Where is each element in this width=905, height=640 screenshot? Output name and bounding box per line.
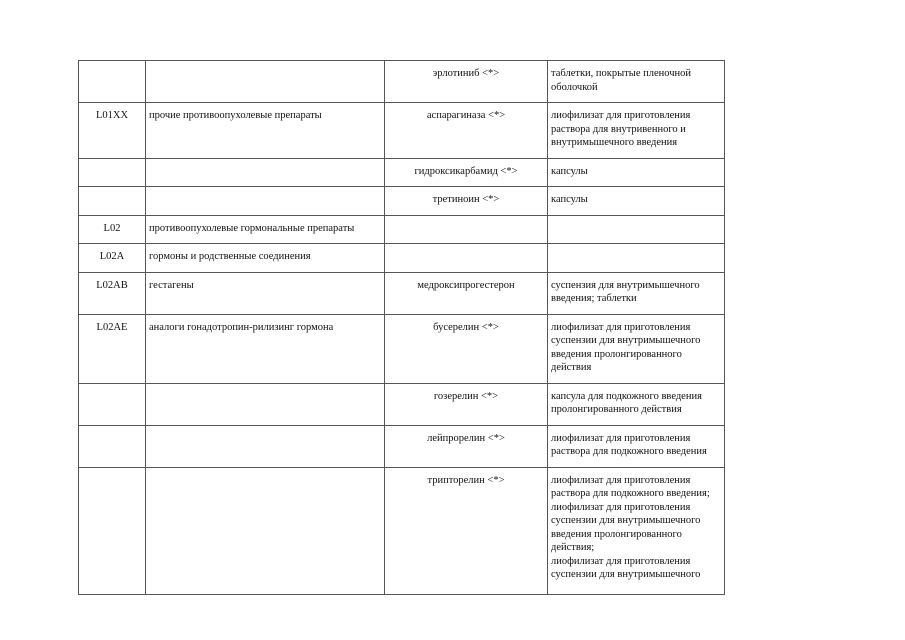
group-name-cell [146,425,385,467]
dosage-form-cell: лиофилизат для приготовления раствора для подкожного введения; лиофилизат для приготовления суспензии для внутримышечного введения пролонгированного действия; лиофилизат для приготовления суспензии для внутримышечного [548,467,725,594]
drug-name-cell: гидроксикарбамид <*> [385,158,548,187]
dosage-form-cell: лиофилизат для приготовления суспензии для внутримышечного введения пролонгированного действия [548,314,725,383]
table-row [79,244,725,273]
drug-name-cell: бусерелин <*> [385,314,548,383]
table-row [79,61,725,103]
dosage-form-cell: суспензия для внутримышечного введения; таблетки [548,272,725,314]
group-name-cell: прочие противоопухолевые препараты [146,103,385,159]
drug-name-cell: аспарагиназа <*> [385,103,548,159]
drug-name-cell: эрлотиниб <*> [385,61,548,103]
atc-code-cell: L02AB [79,272,146,314]
group-name-cell: гормоны и родственные соединения [146,244,385,273]
drug-name-cell: медроксипрогестерон [385,272,548,314]
group-name-cell [146,383,385,425]
drug-name-cell: гозерелин <*> [385,383,548,425]
dosage-form-cell: лиофилизат для приготовления раствора для внутривенного и внутримышечного введения [548,103,725,159]
atc-code-cell: L02A [79,244,146,273]
group-name-cell [146,61,385,103]
atc-code-cell: L02 [79,215,146,244]
table-body [79,61,725,595]
group-name-cell: аналоги гонадотропин-рилизинг гормона [146,314,385,383]
atc-code-cell: L01XX [79,103,146,159]
dosage-form-cell: капсула для подкожного введения пролонгированного действия [548,383,725,425]
drug-table [78,60,725,595]
drug-name-cell [385,215,548,244]
drug-name-cell: трипторелин <*> [385,467,548,594]
group-name-cell: противоопухолевые гормональные препараты [146,215,385,244]
dosage-form-cell [548,215,725,244]
table-row [79,272,725,314]
dosage-form-cell [548,244,725,273]
table-row [79,383,725,425]
table-row [79,215,725,244]
drug-name-cell: лейпрорелин <*> [385,425,548,467]
table-row [79,103,725,159]
table-row [79,187,725,216]
group-name-cell [146,187,385,216]
table-row [79,425,725,467]
group-name-cell [146,467,385,594]
group-name-cell: гестагены [146,272,385,314]
atc-code-cell [79,425,146,467]
dosage-form-cell: таблетки, покрытые пленочной оболочкой [548,61,725,103]
dosage-form-cell: капсулы [548,187,725,216]
atc-code-cell [79,467,146,594]
atc-code-cell [79,187,146,216]
group-name-cell [146,158,385,187]
dosage-form-cell: капсулы [548,158,725,187]
dosage-form-cell: лиофилизат для приготовления раствора для подкожного введения [548,425,725,467]
drug-name-cell: третиноин <*> [385,187,548,216]
atc-code-cell [79,383,146,425]
table-row [79,158,725,187]
table-row [79,314,725,383]
atc-code-cell: L02AE [79,314,146,383]
drug-name-cell [385,244,548,273]
atc-code-cell [79,61,146,103]
table-row [79,467,725,594]
atc-code-cell [79,158,146,187]
